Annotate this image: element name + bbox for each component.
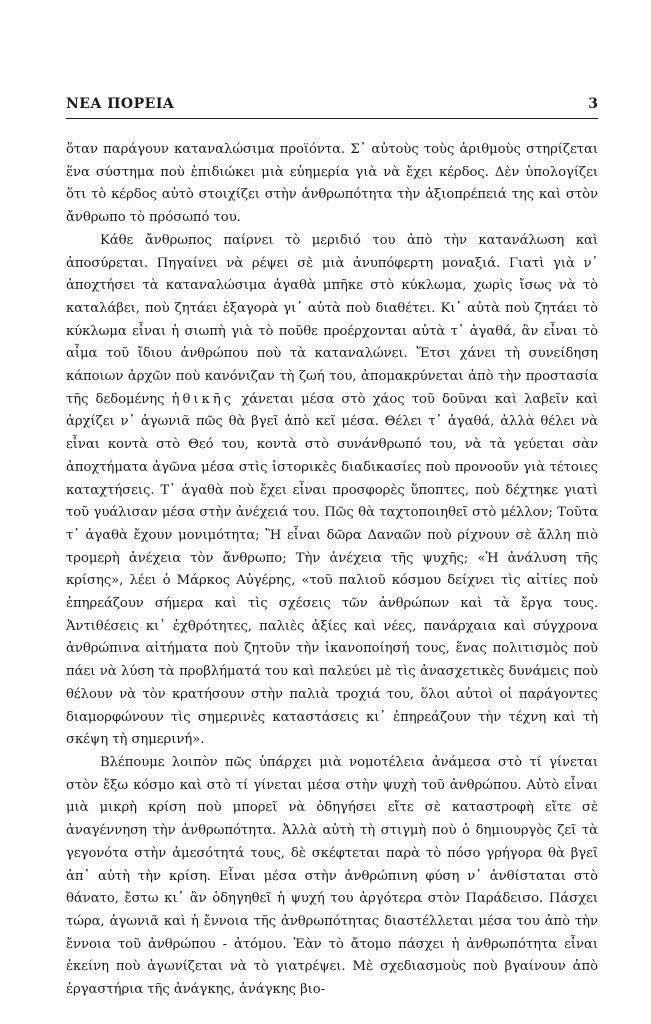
journal-title: ΝΕΑ ΠΟΡΕΙΑ <box>66 96 175 112</box>
paragraph-2-part-1: Κάθε ἄνθρωπος παίρνει τὸ μεριδιό του ἀπὸ τὴν κατανάλωση καὶ ἀποσύρεται. Πηγαίνει νὰ ρέψει σὲ μιὰ ἀνυπόφερτη μοναξιά. Γιατὶ γιὰ ν᾿ ἀποχτήσει τὰ καταναλώσιμα ἀγαθὰ μπῆκε στὸ κύκλωμα, χωρὶς ἴσως νὰ τὸ καταλάβει, ποὺ ζητάει ἐξαγορὰ γι᾿ αὐτὰ ποὺ διαθέτει. Κι᾿ αὐτὰ ποὺ ζητάει τὸ κύκλωμα εἶναι ἡ σιωπὴ γιὰ τὸ ποῦθε προέρχονται αὐτὰ τ᾿ ἀγαθά, ἂν εἶναι τὸ αἷμα τοῦ ἴδιου ἀνθρώπου ποὺ τὰ καταναλώνει. Ἔτσι χάνει τὴ συνείδηση κάποιων ἀρχῶν ποὺ κανόνιζαν τὴ ζωή του, ἀπομακρύνεται ἀπὸ τὴν προστασία τῆς δεδομένης <box>66 232 598 407</box>
document-page <box>66 96 598 1002</box>
emphasized-word: ἠθικῆς <box>171 391 235 407</box>
paragraph-2 <box>66 230 598 752</box>
paragraph-1: ὅταν παράγουν καταναλώσιμα προϊόντα. Σ᾿ αὐτοὺς τοὺς ἀριθμοὺς στηρίζεται ἕνα σύστημα ποὺ ἐπιδιώκει μιὰ εὐημερία γιὰ νὰ ἔχει κέρδος. Δὲν ὑπολογίζει ὅτι τὸ κέρδος αὐτὸ στοιχίζει στὴν ἀνθρωπότητα τὴν ἀξιοπρέπειά της καὶ στὸν ἄνθρωπο τὸ πρόσωπό του. <box>66 142 598 226</box>
page-number: 3 <box>588 96 598 112</box>
article-body <box>66 139 598 1002</box>
paragraph-2-part-2: χάνεται μέσα στὸ χάος τοῦ δοῦναι καὶ λαβεῖν καὶ ἀρχίζει ν᾿ ἀγωνιᾶ πῶς θὰ βγεῖ ἀπὸ κεῖ μέσα. Θέλει τ᾿ ἀγαθά, ἀλλὰ θέλει νὰ εἶναι κοντὰ στὸ Θεό του, κοντὰ στὸ συνάνθρωπό του, νὰ τὰ γεύεται σὰν ἀποχτήματα ἀγῶνα μέσα στὶς ἱστορικὲς διαδικασίες ποὺ προνοοῦν γιὰ τέτοιες καταχτήσεις. Τ᾿ ἀγαθὰ ποὺ ἔχει εἶναι προσφορὲς ὕποπτες, ποὺ δέχτηκε γιατὶ τοῦ γυάλισαν μέσα στὴν ἀνέχειά του. Πῶς θὰ ταχτοποιηθεῖ στὸ μέλλον; Τοῦτα τ᾿ ἀγαθὰ ἔχουν μονιμότητα; Ἢ εἶναι δῶρα Δαναῶν ποὺ ρίχνουν σὲ ἄλλη πιὸ τρομερὴ ἀνέχεια τὸν ἄνθρωπο; Τὴν ἀνέχεια τῆς ψυχῆς; «Ἡ ἀνάλυση τῆς κρίσης», λέει ὁ Μάρκος Αὐγέρης, «τοῦ παλιοῦ κόσμου δείχνει τὶς αἰτίες ποὺ ἐπηρεάζουν σήμερα καὶ τὶς σχέσεις τῶν ἀνθρώπων καὶ τὰ ἔργα τους. Ἀντιθέσεις κι᾿ ἐχθρότητες, παλιὲς ἀξίες καὶ νέες, πανάρχαια καὶ σύγχρονα ἀνθρώπινα αἰτήματα ποὺ ζητοῦν τὴν ἱκανοποίησή τους, ἕνας πολιτισμὸς ποὺ πάει νὰ λύση τὰ προβλήματά του καὶ παλεύει μὲ τὶς ἀνασχετικὲς δυνάμεις ποὺ θέλουν νὰ τὸν κρατήσουν στὴν παλιὰ τροχιά του, ὅλοι αὐτοὶ οἱ παράγοντες διαμορφώνουν τὶς σημερινὲς καταστάσεις κι᾿ ἐπηρεάζουν τὴν τέχνη καὶ τὴ σκέψη τὴ σημερινή». <box>66 391 598 748</box>
paragraph-3: Βλέπουμε λοιπὸν πῶς ὑπάρχει μιὰ νομοτέλεια ἀνάμεσα στὸ τί γίνεται στὸν ἔξω κόσμο καὶ στὸ τί γίνεται μέσα στὴν ψυχὴ τοῦ ἀνθρώπου. Αὐτὸ εἶναι μιὰ μικρὴ κρίση ποὺ μπορεῖ νὰ ὁδηγήσει εἴτε σὲ καταστροφὴ εἴτε σὲ ἀναγέννηση τὴν ἀνθρωπότητα. Ἀλλὰ αὐτὴ τὴ στιγμὴ ποὺ ὁ δημιουργὸς ζεῖ τὰ γεγονότα στὴν ἀμεσότητά τους, δὲ σκέφτεται παρὰ τὸ πόσο γρήγορα θὰ βγεῖ ἀπ᾿ αὐτὴ τὴν κρίση. Εἶναι μέσα στὴν ἀνθρώπινη φύση ν᾿ ἀνθίσταται στὸ θάνατο, ἔστω κι᾿ ἂν ὁδηγηθεῖ ἡ ψυχή του ἀργότερα στὸν Παράδεισο. Πάσχει τώρα, ἀγωνιᾶ καὶ ἡ ἔννοια τῆς ἀνθρωπότητας διαστέλλεται μέσα του ἀπὸ τὴν ἔννοια τοῦ ἀνθρώπου - ἀτόμου. Ἐὰν τὸ ἄτομο πάσχει ἡ ἀνθρωπότητα εἶναι ἐκείνη ποὺ ἀγωνίζεται νὰ τὸ γιατρέψει. Μὲ σχεδιασμοὺς ποὺ βγαίνουν ἀπὸ ἐργαστήρια τῆς ἀνάγκης, ἀνάγκης βιο- <box>66 754 598 998</box>
running-header <box>66 96 598 119</box>
